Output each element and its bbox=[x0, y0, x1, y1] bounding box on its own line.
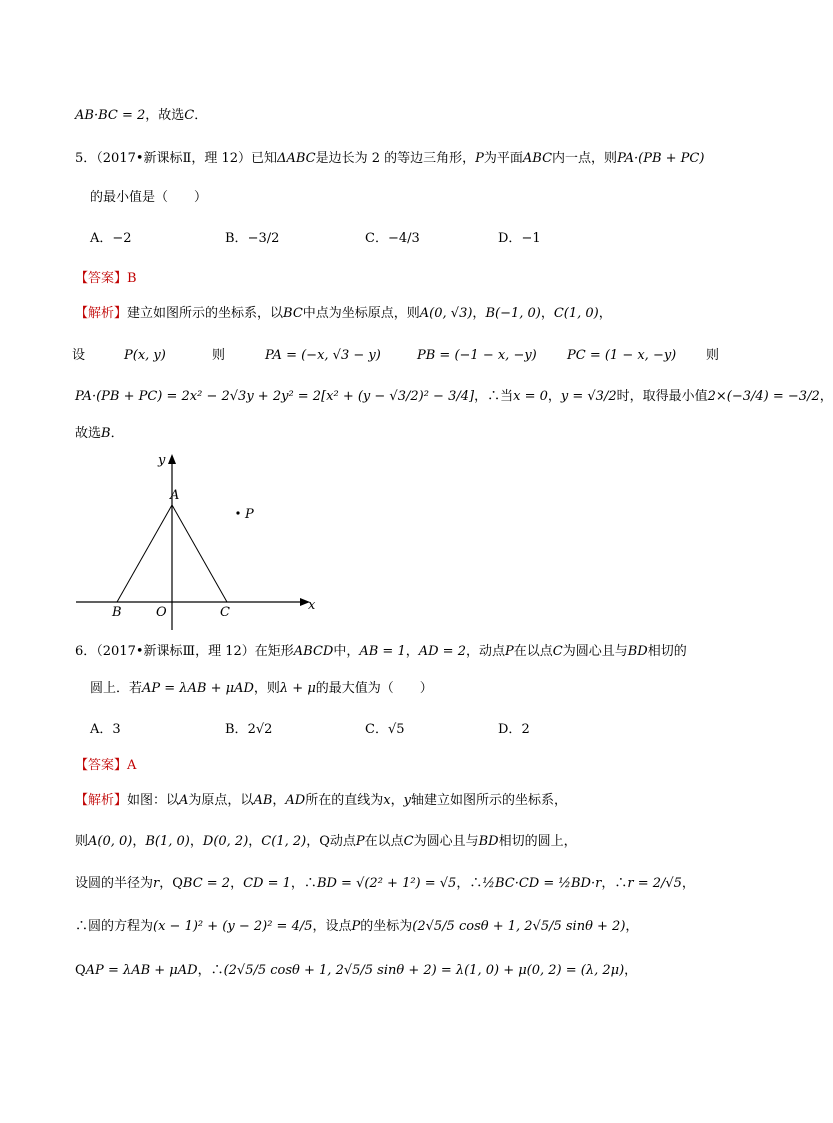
q5-stem-d: 内一点，则 bbox=[552, 151, 618, 166]
q6-stem-d: 在以点 bbox=[513, 644, 553, 659]
q6-abcd: ABCD bbox=[293, 644, 334, 659]
q6-stem-line2 bbox=[90, 680, 433, 698]
q5-answer-tag: 【答案】 bbox=[75, 271, 128, 286]
q6-l1a: A bbox=[179, 793, 189, 808]
q6-l1b: 为原点，以 bbox=[188, 793, 254, 808]
q5-x0: x = 0 bbox=[513, 389, 548, 404]
q5-point-a: A(0, √3) bbox=[419, 306, 473, 321]
q6-l4eq: (x − 1)² + (y − 2)² = 4/5 bbox=[153, 919, 313, 934]
q6-l5: Q bbox=[75, 963, 86, 978]
q6-option-b-label: B． bbox=[225, 722, 248, 737]
q6-vec-eq: AP = λAB + μAD bbox=[142, 681, 254, 696]
q5-option-c-value: −4/3 bbox=[387, 231, 420, 246]
q6-stem-h: ，则 bbox=[253, 681, 280, 696]
q6-number: 6． bbox=[75, 644, 97, 659]
q6-l1d: AD bbox=[285, 793, 306, 808]
q6-l4b: 的坐标为 bbox=[360, 919, 413, 934]
q6-analysis-line2: 则A(0, 0)，B(1, 0)，D(0, 2)，C(1, 2)，Q动点P在以点C为圆心且与BD相切的圆上， bbox=[75, 834, 577, 849]
q6-option-c-label: C． bbox=[365, 722, 388, 737]
q6-option-b-value: 2√2 bbox=[247, 722, 273, 737]
q5-stem-e: 的最小值是（ ） bbox=[90, 190, 208, 205]
q6-source: （2017•新课标Ⅲ，理 12） bbox=[96, 644, 255, 659]
q5-analysis-line1: 【解析】建立如图所示的坐标系，以BC中点为坐标原点，则A(0, √3)，B(−1, 0)，C(1, 0)， bbox=[75, 306, 612, 321]
label-b: B bbox=[112, 605, 122, 620]
q6-ad: AD = 2 bbox=[418, 644, 466, 659]
q6-lm: λ + μ bbox=[279, 681, 316, 696]
q5-option-d bbox=[498, 230, 541, 248]
q5-abc: ABC bbox=[522, 151, 553, 166]
q6-option-c-value: √5 bbox=[387, 722, 405, 737]
q6-option-c bbox=[365, 721, 405, 739]
q5-conclusion-choice: B bbox=[101, 426, 111, 441]
q5-number: 5． bbox=[75, 151, 97, 166]
q6-stem-i: 的最大值为（ ） bbox=[315, 681, 433, 696]
q5-stem-c: 为平面 bbox=[483, 151, 523, 166]
q5-option-a-label: A． bbox=[90, 231, 113, 246]
q5-pb: PB = (−1 − x, −y) bbox=[417, 348, 537, 363]
q5-analysis-1: 建立如图所示的坐标系，以 bbox=[127, 306, 284, 321]
q5-option-c-label: C． bbox=[365, 231, 388, 246]
q6-l1f: 轴建立如图所示的坐标系， bbox=[410, 793, 567, 808]
q6-l4a: ，设点 bbox=[312, 919, 352, 934]
q6-l5a: ∴ bbox=[210, 963, 224, 978]
q5-stem-line1 bbox=[75, 150, 704, 168]
q5-triangle: ΔABC bbox=[277, 151, 316, 166]
q6-l3c: ∴ bbox=[469, 876, 483, 891]
q5-then: 则 bbox=[212, 348, 226, 363]
q5-source: （2017•新课标Ⅱ，理 12） bbox=[96, 151, 252, 166]
q6-l4: ∴圆的方程为 bbox=[75, 919, 154, 934]
y-label: y bbox=[158, 453, 166, 468]
q5-stem-b: 是边长为 2 的等边三角形， bbox=[315, 151, 476, 166]
q6-l2d: D(0, 2) bbox=[202, 834, 249, 849]
side-ac bbox=[172, 505, 227, 602]
q5-when: ∴当 bbox=[487, 389, 514, 404]
point-p bbox=[236, 511, 239, 514]
q6-l3b: ∴ bbox=[303, 876, 317, 891]
q6-l1e: 所在的直线为 bbox=[305, 793, 384, 808]
q6-l2a: A(0, 0) bbox=[88, 834, 133, 849]
q5-analysis-tag: 【解析】 bbox=[75, 306, 128, 321]
q6-l2h: 为圆心且与 bbox=[413, 834, 479, 849]
q5-conclusion: 故选B． bbox=[75, 426, 124, 441]
q6-ab: AB = 1 bbox=[359, 644, 406, 659]
q6-l2g: C bbox=[403, 834, 414, 849]
q5-point-b: B(−1, 0) bbox=[485, 306, 541, 321]
label-p: P bbox=[245, 507, 254, 522]
q6-l2e: Q动点 bbox=[319, 834, 356, 849]
q6-l5eq: AP = λAB + μAD bbox=[85, 963, 198, 978]
q6-answer-value: A bbox=[127, 758, 137, 773]
q6-stem-e: 为圆心且与 bbox=[562, 644, 628, 659]
q6-l3f: ∴ bbox=[614, 876, 628, 891]
q6-analysis-line3: 设圆的半径为r，QBC = 2，CD = 1，∴BD = √(2² + 1²) = √5，∴½BC·CD = ½BD·r，∴r = 2/√5， bbox=[75, 876, 695, 891]
top-line bbox=[75, 107, 207, 125]
q6-stem-line1: 6．（2017•新课标Ⅲ，理 12）在矩形ABCD中，AB = 1，AD = 2，动点P在以点C为圆心且与BD相切的 bbox=[75, 644, 687, 659]
q5-option-b-label: B． bbox=[225, 231, 248, 246]
q5-minval: 时，取得最小值 bbox=[616, 389, 708, 404]
q5-stem-line2 bbox=[90, 189, 207, 207]
q5-option-b-value: −3/2 bbox=[247, 231, 280, 246]
q5-option-b bbox=[225, 230, 279, 248]
q6-option-a-label: A． bbox=[90, 722, 113, 737]
top-math: AB·BC = 2 bbox=[75, 108, 146, 123]
q5-option-c bbox=[365, 230, 420, 248]
q6-l2p: P bbox=[355, 834, 365, 849]
q6-answer-tag: 【答案】 bbox=[75, 758, 128, 773]
q6-stem-c: ，动点 bbox=[465, 644, 505, 659]
q6-l4c: (2√5/5 cosθ + 1, 2√5/5 sinθ + 2) bbox=[412, 919, 626, 934]
q6-c: C bbox=[552, 644, 563, 659]
q6-stem-a: 在矩形 bbox=[254, 644, 294, 659]
x-label: x bbox=[308, 598, 316, 613]
q5-pa: PA = (−x, √3 − y) bbox=[265, 348, 381, 363]
q5-option-d-value: −1 bbox=[521, 231, 541, 246]
y-axis-arrow bbox=[168, 454, 176, 464]
q6-option-b bbox=[225, 721, 272, 739]
q5-p: P bbox=[475, 151, 484, 166]
q6-bd: BD bbox=[627, 644, 648, 659]
q5-y0: y = √3/2 bbox=[560, 389, 617, 404]
q6-l3: 设圆的半径为 bbox=[75, 876, 154, 891]
q5-option-a-value: −2 bbox=[112, 231, 132, 246]
label-o: O bbox=[156, 605, 167, 620]
q6-l2f: 在以点 bbox=[364, 834, 404, 849]
q6-l5b: (2√5/5 cosθ + 1, 2√5/5 sinθ + 2) = λ(1, 0) + μ(0, 2) = (λ, 2μ) bbox=[223, 963, 625, 978]
q6-l1x: x bbox=[383, 793, 391, 808]
q6-option-d-value: 2 bbox=[521, 722, 530, 737]
q6-l3cd: CD = 1 bbox=[243, 876, 291, 891]
top-text: ，故选 bbox=[145, 108, 185, 123]
q6-l1c: AB bbox=[253, 793, 273, 808]
q5-pc: PC = (1 − x, −y) bbox=[567, 348, 677, 363]
q6-l2i: BD bbox=[478, 834, 499, 849]
q6-option-d bbox=[498, 721, 530, 739]
q6-stem-f: 相切的 bbox=[647, 644, 687, 659]
q6-analysis-tag: 【解析】 bbox=[75, 793, 128, 808]
q6-analysis-line5: QAP = λAB + μAD，∴(2√5/5 cosθ + 1, 2√5/5 sinθ + 2) = λ(1, 0) + μ(0, 2) = (λ, 2μ)， bbox=[75, 963, 638, 978]
q6-analysis-line4: ∴圆的方程为(x − 1)² + (y − 2)² = 4/5，设点P的坐标为(2√5/5 cosθ + 1, 2√5/5 sinθ + 2)， bbox=[75, 919, 639, 934]
q6-option-a bbox=[90, 721, 121, 739]
q5-set: 设 bbox=[72, 348, 86, 363]
q6-l1y: y bbox=[403, 793, 411, 808]
q6-answer bbox=[75, 757, 136, 775]
top-end: ． bbox=[194, 108, 208, 123]
q6-l3bd: BD = √(2² + 1²) = √5 bbox=[316, 876, 457, 891]
q5-analysis-line3: PA·(PB + PC) = 2x² − 2√3y + 2y² = 2[x² + (y − √3/2)² − 3/4]，∴当x = 0，y = √3/2时，取得最小值2×(−3/4) = −3/2， bbox=[75, 389, 833, 404]
q5-option-d-label: D． bbox=[498, 231, 522, 246]
q5-expr: PA·(PB + PC) bbox=[617, 151, 705, 166]
q5-pxy: P(x, y) bbox=[124, 348, 166, 363]
q6-stem-g: 圆上．若 bbox=[90, 681, 143, 696]
q6-l4p: P bbox=[351, 919, 361, 934]
q6-l1: 如图：以 bbox=[127, 793, 180, 808]
label-a: A bbox=[170, 488, 180, 503]
q5-option-a bbox=[90, 230, 132, 248]
q6-l2c: C(1, 2) bbox=[261, 834, 307, 849]
side-ab bbox=[117, 505, 172, 602]
top-choice: C bbox=[184, 108, 195, 123]
q6-l3r: r bbox=[153, 876, 160, 891]
q6-l2b: B(1, 0) bbox=[145, 834, 190, 849]
q5-point-c: C(1, 0) bbox=[553, 306, 599, 321]
q6-stem-b: 中， bbox=[333, 644, 360, 659]
q6-option-d-label: D． bbox=[498, 722, 522, 737]
q6-l3a: ，Q bbox=[159, 876, 183, 891]
q6-l3g: r = 2/√5 bbox=[627, 876, 682, 891]
q5-answer-value: B bbox=[127, 271, 137, 286]
q5-result: 2×(−3/4) = −3/2 bbox=[707, 389, 820, 404]
q5-answer bbox=[75, 270, 137, 288]
q5-bc: BC bbox=[283, 306, 303, 321]
q6-l3e: ½BC·CD = ½BD·r bbox=[482, 876, 602, 891]
q5-then2: 则 bbox=[706, 348, 720, 363]
q5-analysis-2: 中点为坐标原点，则 bbox=[302, 306, 420, 321]
q6-option-a-value: 3 bbox=[112, 722, 121, 737]
q6-analysis-line1: 【解析】如图：以A为原点，以AB，AD所在的直线为x，y轴建立如图所示的坐标系， bbox=[75, 793, 567, 808]
q6-l3bc: BC = 2 bbox=[182, 876, 231, 891]
q5-calc: PA·(PB + PC) = 2x² − 2√3y + 2y² = 2[x² + (y − √3/2)² − 3/4] bbox=[75, 389, 475, 404]
q5-stem-a: 已知 bbox=[251, 151, 278, 166]
q6-l2j: 相切的圆上， bbox=[498, 834, 577, 849]
q6-p: P bbox=[505, 644, 514, 659]
q5-conclusion-text: 故选 bbox=[75, 426, 102, 441]
label-c: C bbox=[220, 605, 230, 620]
q5-figure bbox=[70, 450, 330, 635]
q6-l2: 则 bbox=[75, 834, 89, 849]
